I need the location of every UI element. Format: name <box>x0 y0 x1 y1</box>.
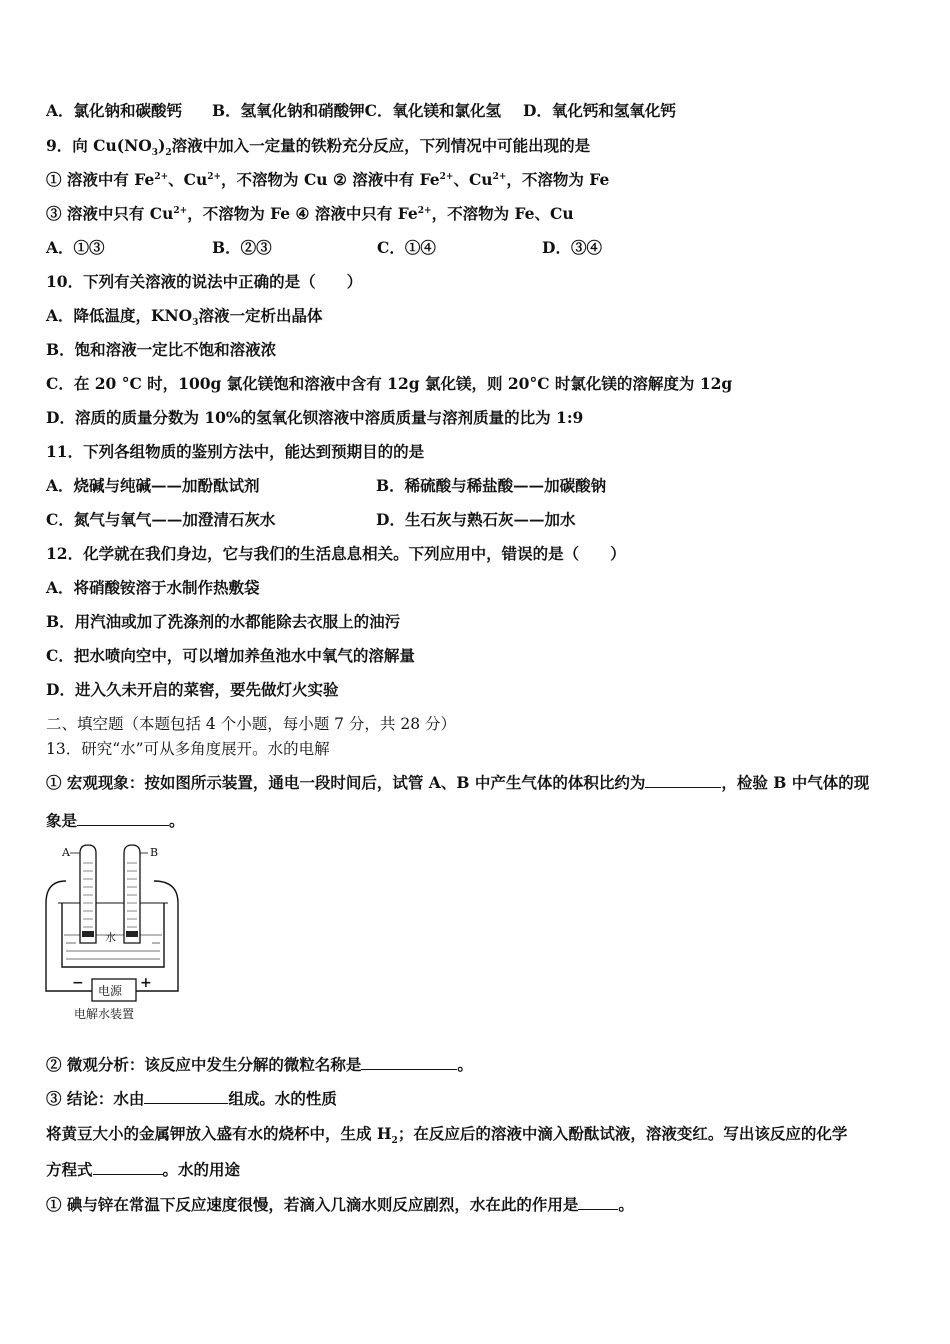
q10-option-a: A．降低温度，$KNO_3$溶液一定析出晶体 <box>46 306 323 329</box>
positive-terminal: + <box>140 975 152 991</box>
answer-blank-role[interactable] <box>578 1195 618 1210</box>
q10-option-d: D．溶质的质量分数为 10%的氢氧化钡溶液中溶质质量与溶剂质量的比为 1:9 <box>46 408 584 427</box>
electrode-a <box>82 931 94 937</box>
q8-option-c: C．氧化镁和氯化氢 <box>364 101 501 120</box>
q12-option-d: D．进入久未开启的菜窖，要先做灯火实验 <box>46 680 339 699</box>
test-tube-a <box>80 845 96 943</box>
q13-part2: ② 微观分析：该反应中发生分解的微粒名称是 。 <box>46 1055 473 1074</box>
negative-terminal: − <box>72 975 84 991</box>
q13-part5: 方程式 。水的用途 <box>46 1160 241 1179</box>
q9-stem: 9．向 $Cu(NO_3)_2$溶液中加入一定量的铁粉充分反应，下列情况中可能出现的是 <box>46 136 591 159</box>
electrolysis-apparatus-figure <box>44 843 182 1023</box>
q9-statement-1-2: ① 溶液中有 $Fe^{2+}$、$Cu^{2+}$，不溶物为 Cu ② 溶液中有 $Fe^{2+}$、$Cu^{2+}$，不溶物为 Fe <box>46 170 610 189</box>
q13-stem: 13．研究“水”可从多角度展开。水的电解 <box>46 740 330 758</box>
q11-option-b: B．稀硫酸与稀盐酸——加碳酸钠 <box>376 476 607 495</box>
test-tube-b <box>124 845 140 943</box>
q11-option-a: A．烧碱与纯碱——加酚酞试剂 <box>46 476 260 495</box>
q10-stem: 10．下列有关溶液的说法中正确的是（ ） <box>46 272 363 291</box>
q9-option-a: A．①③ <box>46 238 105 257</box>
q11-option-c: C．氮气与氧气——加澄清石灰水 <box>46 510 276 529</box>
q12-stem: 12．化学就在我们身边，它与我们的生活息息相关。下列应用中，错误的是（ ） <box>46 544 626 563</box>
q12-option-b: B．用汽油或加了洗涤剂的水都能除去衣服上的油污 <box>46 612 401 631</box>
answer-blank-ratio[interactable] <box>645 773 721 788</box>
q8-option-d: D．氧化钙和氢氧化钙 <box>522 101 676 120</box>
answer-blank-equation[interactable] <box>93 1160 163 1175</box>
q13-part1-line1: ① 宏观现象：按如图所示装置，通电一段时间后，试管 A、B 中产生气体的体积比约为 ，检验 B 中气体的现 <box>46 773 870 792</box>
answer-blank-gas-test[interactable] <box>77 811 169 826</box>
q8-options-line <box>46 101 676 121</box>
q9-statement-3-4: ③ 溶液中只有 $Cu^{2+}$，不溶物为 Fe ④ 溶液中只有 $Fe^{2+}$，不溶物为 Fe、Cu <box>46 204 574 223</box>
section-title: 二、填空题（本题包括 4 个小题，每小题 7 分，共 28 分） <box>46 715 457 733</box>
q11-options-row1 <box>46 476 607 496</box>
q11-stem: 11．下列各组物质的鉴别方法中，能达到预期目的的是 <box>46 442 425 461</box>
electrode-b <box>126 931 138 937</box>
q13-part1-line2: 象是 。 <box>46 811 185 830</box>
q13-part4: 将黄豆大小的金属钾放入盛有水的烧杯中，生成 $H_2$；在反应后的溶液中滴入酚酞试液，溶液变红。写出该反应的化学 <box>46 1124 848 1147</box>
answer-blank-composition[interactable] <box>144 1089 228 1104</box>
q13-part6: ① 碘与锌在常温下反应速度很慢，若滴入几滴水则反应剧烈，水在此的作用是 。 <box>46 1195 634 1214</box>
q10-option-c: C．在 20 °C 时，100g 氯化镁饱和溶液中含有 12g 氯化镁，则 20°C 时氯化镁的溶解度为 12g <box>46 374 733 393</box>
q8-option-a: A．氯化钠和碳酸钙 <box>46 101 183 120</box>
q10-option-b: B．饱和溶液一定比不饱和溶液浓 <box>46 340 277 359</box>
figure-caption: 电解水装置 <box>74 1007 135 1021</box>
q12-option-c: C．把水喷向空中，可以增加养鱼池水中氧气的溶解量 <box>46 646 415 665</box>
q9-option-d: D．③④ <box>542 238 602 257</box>
q13-part3: ③ 结论：水由 组成。水的性质 <box>46 1089 337 1108</box>
q11-options-row2 <box>46 510 576 530</box>
q11-option-d: D．生石灰与熟石灰——加水 <box>376 510 576 529</box>
q9-option-c: C．①④ <box>377 238 436 257</box>
q12-option-a: A．将硝酸铵溶于水制作热敷袋 <box>46 578 260 597</box>
answer-blank-particle[interactable] <box>361 1055 457 1070</box>
q8-option-b: B．氢氧化钠和硝酸钾 <box>212 101 365 120</box>
tube-a-label: A <box>62 846 70 859</box>
power-supply-label: 电源 <box>98 984 123 998</box>
tube-b-label: B <box>150 846 159 859</box>
q9-option-b: B．②③ <box>212 238 272 257</box>
water-label: 水 <box>105 931 116 944</box>
